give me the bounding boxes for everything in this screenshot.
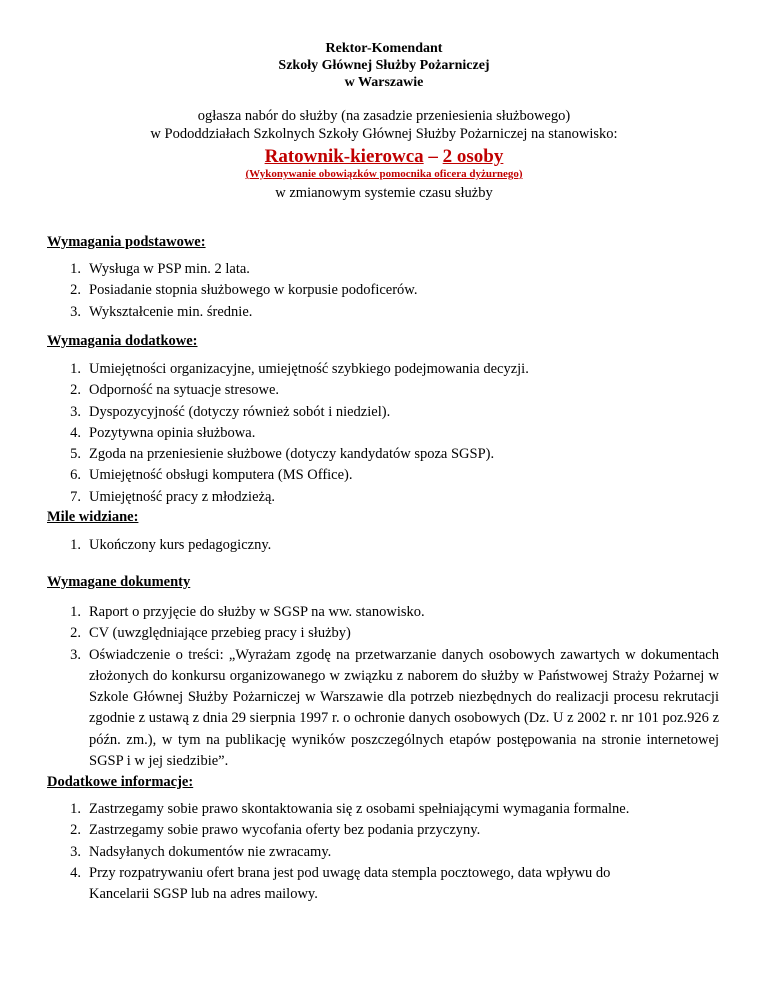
header-institution: Szkoły Głównej Służby Pożarniczej: [278, 58, 490, 73]
section-documents-title: Wymagane dokumenty: [47, 574, 191, 590]
announcement-line-1: ogłasza nabór do służby (na zasadzie przeniesienia służbowego): [197, 108, 571, 124]
list-item: 1. Zastrzegamy sobie prawo skontaktowania się z osobami spełniającymi wymagania formalne.: [70, 801, 630, 817]
schedule-line: w zmianowym systemie czasu służby: [275, 185, 493, 201]
list-item: 1. Umiejętności organizacyjne, umiejętność szybkiego podejmowania decyzji.: [70, 361, 529, 377]
info-list: [47, 799, 719, 905]
section-basic-title: Wymagania podstawowe:: [47, 234, 206, 250]
position-count: 2 osoby: [442, 146, 504, 167]
header-city: w Warszawie: [344, 75, 424, 90]
section-additional-title: Wymagania dodatkowe:: [47, 333, 198, 349]
list-item: 3. Oświadczenie o treści: „Wyrażam zgodę na przetwarzanie danych osobowych zawartych w dokumentach złożonych do konkursu organizowanego w związku z naborem do służby w Państwowej Straży Pożarnej w Szkole Głównej Służby Pożarniczej w Warszawie dla potrzeb niezbędnych do realizacji procesu rekrutacji zgodnie z ustawą z dnia 29 sierpnia 1997 r. o ochronie danych osobowych (Dz. U z 2002 r. nr 101 poz.926 z późn. zm.), w tym na publikację wyników poszczególnych etapów postępowania na stronie internetowej SGSP i w jej siedzibie”.: [70, 646, 719, 770]
position-title: [0, 146, 768, 168]
list-item: 1. Wysługa w PSP min. 2 lata.: [70, 261, 250, 277]
additional-requirements-list: [47, 359, 719, 508]
list-item: 2. Posiadanie stopnia służbowego w korpusie podoficerów.: [70, 282, 418, 299]
list-item: 4. Przy rozpatrywaniu ofert brana jest pod uwagę data stempla pocztowego, data wpływu do Kancelarii SGSP lub na adres mailowy.: [70, 864, 611, 903]
list-item: 2. Zastrzegamy sobie prawo wycofania oferty bez podania przyczyny.: [70, 822, 481, 839]
list-item: 4. Pozytywna opinia służbowa.: [70, 424, 256, 441]
list-item: 2. CV (uwzględniające przebieg pracy i służby): [70, 625, 351, 642]
list-item: 5. Zgoda na przeniesienie służbowe (dotyczy kandydatów spoza SGSP).: [70, 446, 495, 463]
position-dash: –: [423, 146, 443, 167]
position-name: Ratownik-kierowca: [264, 146, 424, 167]
list-item: 1. Ukończony kurs pedagogiczny.: [70, 537, 272, 553]
documents-list: [47, 602, 719, 772]
header-title: Rektor-Komendant: [325, 41, 443, 56]
duty-note: (Wykonywanie obowiązków pomocnika oficera dyżurnego): [245, 168, 523, 180]
list-item: 6. Umiejętność obsługi komputera (MS Office).: [70, 467, 353, 484]
list-item: 7. Umiejętność pracy z młodzieżą.: [70, 488, 276, 505]
list-item: 2. Odporność na sytuacje stresowe.: [70, 382, 280, 399]
section-info-title: Dodatkowe informacje:: [47, 774, 194, 790]
list-item: 3. Nadsyłanych dokumentów nie zwracamy.: [70, 843, 332, 860]
basic-requirements-list: [47, 259, 719, 323]
list-item: 3. Dyspozycyjność (dotyczy również sobót i niedziel).: [70, 403, 391, 420]
list-item: 3. Wykształcenie min. średnie.: [70, 303, 253, 320]
welcome-list: [47, 535, 719, 556]
list-item: 1. Raport o przyjęcie do służby w SGSP na ww. stanowisko.: [70, 604, 425, 620]
announcement-line-2: w Pododdziałach Szkolnych Szkoły Głównej Służby Pożarniczej na stanowisko:: [150, 126, 618, 142]
section-welcome-title: Mile widziane:: [47, 509, 139, 525]
